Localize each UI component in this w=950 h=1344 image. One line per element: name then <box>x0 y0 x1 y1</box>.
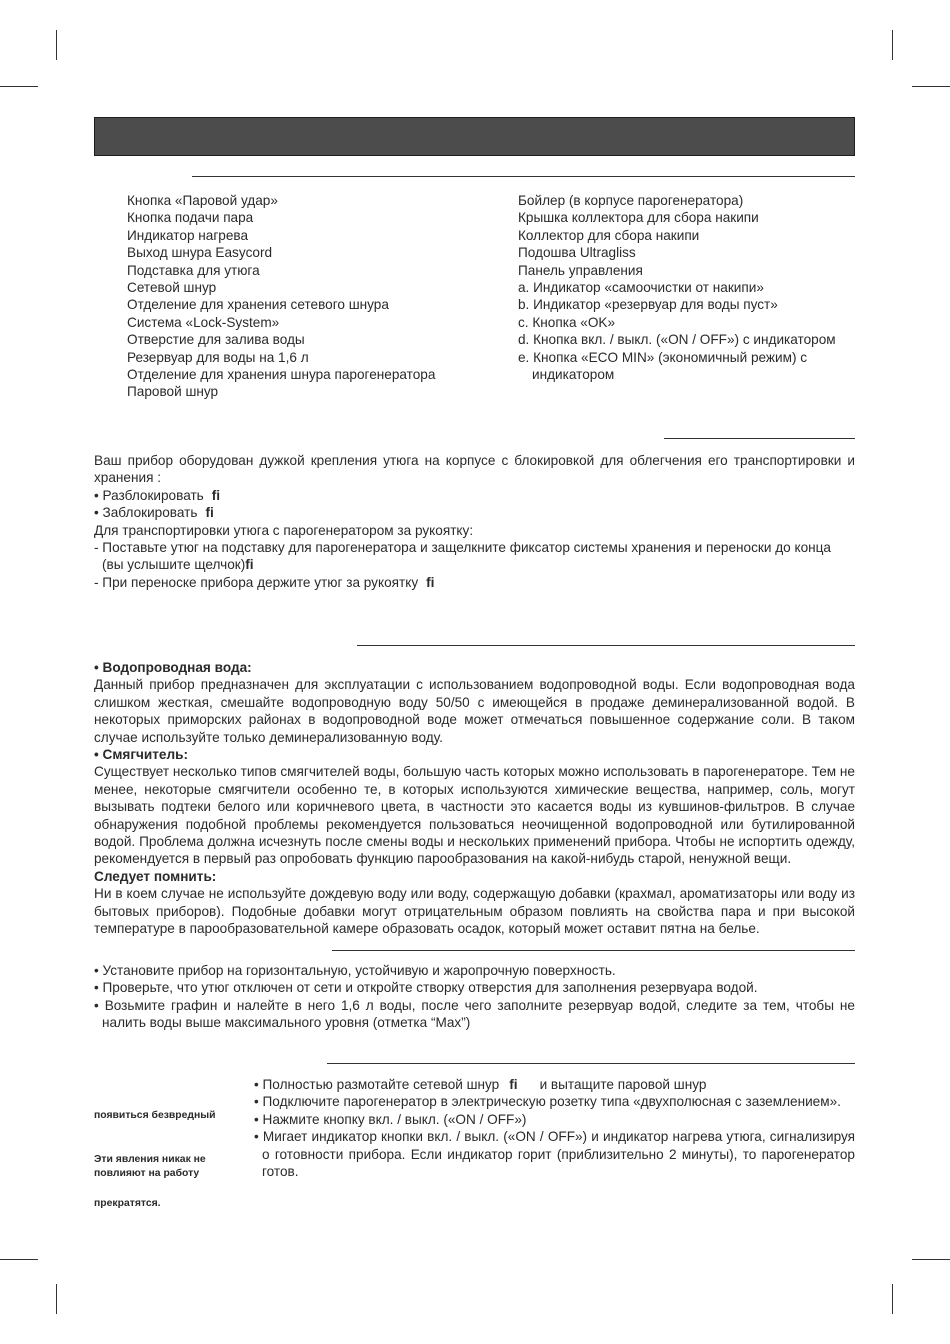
crop-mark <box>892 1284 893 1314</box>
transport-title: Для транспортировки утюга с парогенератором за рукоятку: <box>94 522 474 538</box>
fill-step: • Проверьте, что утюг отключен от сети и откройте створку отверстия для заполнения резервуара водой. <box>94 980 758 996</box>
side-note: появиться безвредный <box>94 1110 216 1121</box>
crop-mark <box>0 1259 38 1260</box>
part-item: Индикатор нагрева <box>127 227 249 243</box>
part-item: Резервуар для воды на 1,6 л <box>127 349 309 365</box>
part-item: Паровой шнур <box>127 384 219 400</box>
switch-step: • Мигает индикатор кнопки вкл. / выкл. («ON / OFF») и индикатор нагрева утюга, сигнализируя о готовности прибора. Если индикатор горит (приблизительно 2 минуты), то парогенератор готов. <box>254 1129 855 1180</box>
lock-intro: Ваш прибор оборудован дужкой крепления утюга на корпусе с блокировкой для облегчения его транспортировки и хранения : <box>94 453 855 486</box>
part-item: Подошва Ultragliss <box>518 245 636 261</box>
switch-step: • Подключите парогенератор в электрическую розетку типа «двухполюсная с заземлением». <box>254 1094 841 1110</box>
switch-on-section <box>254 1076 855 1180</box>
figure-ref-icon: ﬁ <box>205 505 214 521</box>
part-item: Отверстие для залива воды <box>127 332 305 348</box>
part-item: c. Кнопка «OK» <box>518 314 616 330</box>
switch-step: • Нажмите кнопку вкл. / выкл. («ON / OFF») <box>254 1111 527 1127</box>
fill-step: • Возьмите графин и налейте в него 1,6 л воды, после чего заполните резервуар водой, следите за тем, чтобы не налить воды выше максимального уровня (отметка “Max”) <box>94 997 855 1031</box>
softener-text: Существует несколько типов смягчителей воды, большую часть которых можно использовать в парогенераторе. Тем не менее, некоторые смягчители особенно те, в которых используются химические вещества, например, соль, могут вызывать подтеки белого или коричневого цвета, в частности это касается воды из кувшинов-фильтров. В случае обнаружения подобной проблемы рекомендуется пользоваться неочищенной водопроводной или бутилированной водой. Проблема должна исчезнуть после смены воды и нескольких применений прибора. Чтобы не испортить одежду, рекомендуется в первый раз опробовать функцию парообразования на какой-нибудь старой, ненужной вещи. <box>94 764 855 867</box>
crop-mark <box>912 86 950 87</box>
crop-mark <box>0 86 38 87</box>
part-item: e. Кнопка «ECO MIN» (экономичный режим) с <box>518 349 808 365</box>
remember-title: Следует помнить: <box>94 868 217 884</box>
part-item: Подставка для утюга <box>127 262 260 278</box>
header-bar <box>94 117 855 156</box>
figure-ref-icon: ﬁ <box>211 487 221 503</box>
section-rule <box>192 176 855 177</box>
part-item: Сетевой шнур <box>127 280 217 296</box>
part-item: Бойлер (в корпусе парогенератора) <box>518 193 744 208</box>
section-rule <box>332 950 855 951</box>
part-item: b. Индикатор «резервуар для воды пуст» <box>518 297 778 313</box>
figure-ref-icon: ﬁ <box>426 574 435 590</box>
part-item: Отделение для хранения шнура парогенератора <box>127 367 436 383</box>
part-item: Кнопка «Паровой удар» <box>127 193 278 208</box>
crop-mark <box>912 1259 950 1260</box>
water-section <box>94 659 855 938</box>
remember-text: Ни в коем случае не используйте дождевую воду или воду, содержащую добавки (крахмал, ароматизаторы или воду из бытовых приборов). Подобные добавки могут отрицательным образом повлиять на свойства пара и при высокой температуре в парообразовательной камере образовать осадок, который может оставит пятна на белье. <box>94 886 855 937</box>
tap-water-title: • Водопроводная вода: <box>94 660 252 675</box>
part-item: d. Кнопка вкл. / выкл. («ON / OFF») с индикатором <box>518 332 836 348</box>
figure-ref-icon: ﬁ <box>509 1077 518 1092</box>
side-note: прекратятся. <box>94 1198 161 1209</box>
tap-water-text: Данный прибор предназначен для эксплуатации с использованием водопроводной воды. Если водопроводная вода слишком жесткая, смешайте водопроводную воду 50/50 с имеющейся в продаже деминерализованной водой. В некоторых приморских районах в водопроводной воде может отмечаться повышенное содержание соли. В таком случае используйте только деминерализованную воду. <box>94 677 855 745</box>
section-rule <box>357 645 855 646</box>
fill-step: • Установите прибор на горизонтальную, устойчивую и жаропрочную поверхность. <box>94 963 616 978</box>
part-item: Выход шнура Easycord <box>127 245 273 261</box>
part-item: Кнопка подачи пара <box>127 210 254 226</box>
part-item: Отделение для хранения сетевого шнура <box>127 297 389 313</box>
transport-step: - При переноске прибора держите утюг за рукоятку ﬁ <box>94 574 435 590</box>
part-item: a. Индикатор «самоочистки от накипи» <box>518 280 764 296</box>
part-item: Панель управления <box>518 262 643 278</box>
softener-title: • Смягчитель: <box>94 747 188 763</box>
part-item: индикатором <box>532 367 615 383</box>
side-note: Эти явления никак не повлияют на работу <box>94 1154 206 1179</box>
transport-step: - Поставьте утюг на подставку для парогенератора и защелкните фиксатор системы хранения и переноски до конца (вы услышите щелчок)ﬁ <box>94 540 831 573</box>
section-rule <box>327 1063 855 1064</box>
section-rule <box>664 438 855 439</box>
part-item: Крышка коллектора для сбора накипи <box>518 210 759 226</box>
fill-section <box>94 962 855 1032</box>
parts-list-left <box>127 192 435 401</box>
unlock-item: • Разблокировать ﬁ <box>94 487 221 503</box>
part-item: Коллектор для сбора накипи <box>518 227 700 243</box>
crop-mark <box>56 30 57 60</box>
lock-item: • Заблокировать ﬁ <box>94 505 214 521</box>
crop-mark <box>56 1284 57 1314</box>
switch-step: • Полностью размотайте сетевой шнур ﬁ и вытащите паровой шнур <box>254 1077 707 1092</box>
parts-list-right <box>518 192 836 383</box>
part-item: Система «Lock-System» <box>127 314 280 330</box>
lock-section <box>94 452 855 591</box>
crop-mark <box>892 30 893 60</box>
